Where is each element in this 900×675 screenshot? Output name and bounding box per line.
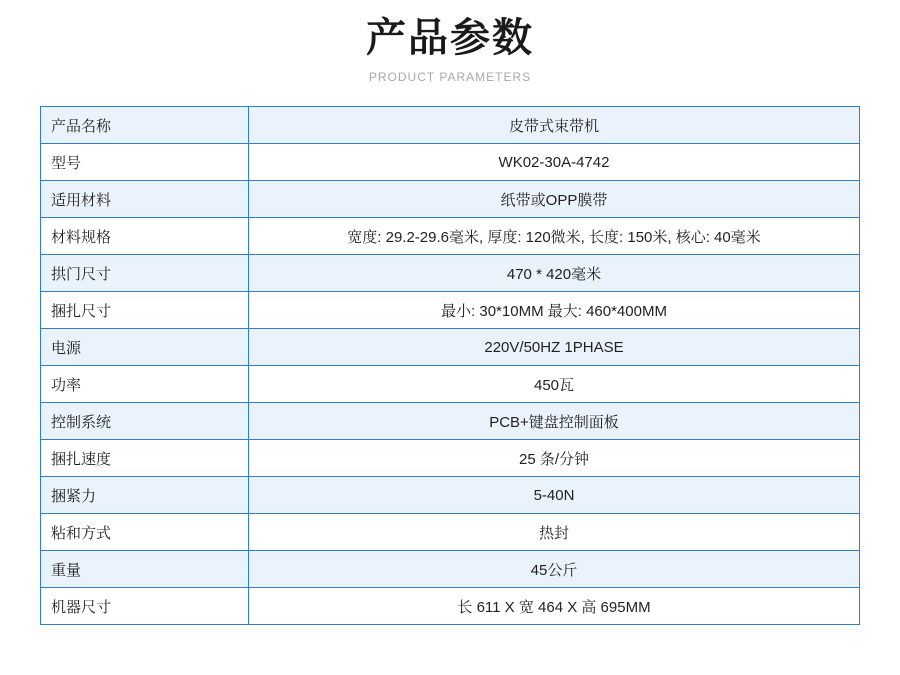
param-value: 皮带式束带机 [249, 107, 860, 144]
param-value: 45公斤 [249, 551, 860, 588]
table-row [41, 366, 860, 403]
table-row [41, 403, 860, 440]
param-value: PCB+键盘控制面板 [249, 403, 860, 440]
param-label: 适用材料 [41, 181, 249, 218]
table-row [41, 588, 860, 625]
table-row [41, 144, 860, 181]
param-label: 拱门尺寸 [41, 255, 249, 292]
parameters-table [40, 106, 860, 625]
param-label: 材料规格 [41, 218, 249, 255]
param-label: 粘和方式 [41, 514, 249, 551]
param-label: 产品名称 [41, 107, 249, 144]
param-value: 宽度: 29.2-29.6毫米, 厚度: 120微米, 长度: 150米, 核心: 40毫米 [249, 218, 860, 255]
param-label: 电源 [41, 329, 249, 366]
param-value: 470 * 420毫米 [249, 255, 860, 292]
page-header [0, 0, 900, 84]
param-value: 5-40N [249, 477, 860, 514]
param-value: 450瓦 [249, 366, 860, 403]
table-row [41, 218, 860, 255]
param-label: 捆扎速度 [41, 440, 249, 477]
param-label: 控制系统 [41, 403, 249, 440]
table-row [41, 551, 860, 588]
table-row [41, 107, 860, 144]
parameters-table-body [41, 107, 860, 625]
table-row [41, 440, 860, 477]
param-value: 热封 [249, 514, 860, 551]
table-row [41, 255, 860, 292]
param-label: 机器尺寸 [41, 588, 249, 625]
table-row [41, 477, 860, 514]
param-value: 最小: 30*10MM 最大: 460*400MM [249, 292, 860, 329]
table-row [41, 181, 860, 218]
param-value: 220V/50HZ 1PHASE [249, 329, 860, 366]
param-label: 捆紧力 [41, 477, 249, 514]
param-label: 重量 [41, 551, 249, 588]
table-row [41, 514, 860, 551]
param-label: 型号 [41, 144, 249, 181]
param-label: 捆扎尺寸 [41, 292, 249, 329]
param-value: 纸带或OPP膜带 [249, 181, 860, 218]
parameters-table-container [40, 106, 860, 625]
param-label: 功率 [41, 366, 249, 403]
param-value: 长 611 X 宽 464 X 高 695MM [249, 588, 860, 625]
param-value: 25 条/分钟 [249, 440, 860, 477]
page-subtitle: PRODUCT PARAMETERS [368, 70, 532, 84]
param-value: WK02-30A-4742 [249, 144, 860, 181]
table-row [41, 292, 860, 329]
table-row [41, 329, 860, 366]
page-title: 产品参数 [366, 16, 534, 60]
